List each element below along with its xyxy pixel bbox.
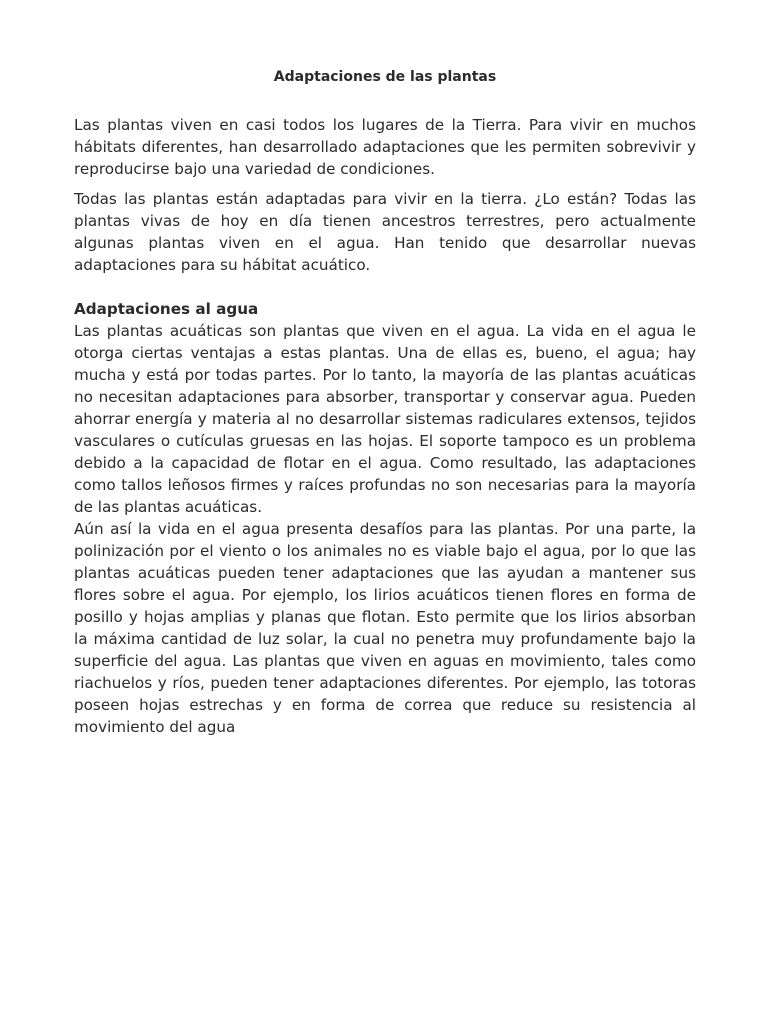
section-heading: Adaptaciones al agua xyxy=(74,300,259,318)
document-page xyxy=(74,66,696,738)
intro-paragraph-2: Todas las plantas están adaptadas para vivir en la tierra. ¿Lo están? Todas las plantas vivas de hoy en día tienen ancestros terrestres, pero actualmente algunas plantas viven en el agua. Han tenido que desarrollar nuevas adaptaciones para su hábitat acuático. xyxy=(74,190,696,274)
document-title: Adaptaciones de las plantas xyxy=(273,69,497,85)
section-paragraph-2: Aún así la vida en el agua presenta desafíos para las plantas. Por una parte, la polinización por el viento o los animales no es viable bajo el agua, por lo que las plantas acuáticas pueden tener adaptaciones que las ayudan a mantener sus flores sobre el agua. Por ejemplo, los lirios acuáticos tienen flores en forma de posillo y hojas amplias y planas que flotan. Esto permite que los lirios absorban la máxima cantidad de luz solar, la cual no penetra muy profundamente bajo la superficie del agua. Las plantas que viven en aguas en movimiento, tales como riachuelos y ríos, pueden tener adaptaciones diferentes. Por ejemplo, las totoras poseen hojas estrechas y en forma de correa que reduce su resistencia al movimiento del agua xyxy=(74,520,696,736)
section-paragraph-1: Las plantas acuáticas son plantas que viven en el agua. La vida en el agua le otorga ciertas ventajas a estas plantas. Una de ellas es, bueno, el agua; hay mucha y está por todas partes. Por lo tanto, la mayoría de las plantas acuáticas no necesitan adaptaciones para absorber, transportar y conservar agua. Pueden ahorrar energía y materia al no desarrollar sistemas radiculares extensos, tejidos vasculares o cutículas gruesas en las hojas. El soporte tampoco es un problema debido a la capacidad de flotar en el agua. Como resultado, las adaptaciones como tallos leñosos firmes y raíces profundas no son necesarias para la mayoría de las plantas acuáticas. xyxy=(74,322,696,516)
intro-paragraph-1: Las plantas viven en casi todos los lugares de la Tierra. Para vivir en muchos hábitats diferentes, han desarrollado adaptaciones que les permiten sobrevivir y reproducirse bajo una variedad de condiciones. xyxy=(74,116,696,178)
